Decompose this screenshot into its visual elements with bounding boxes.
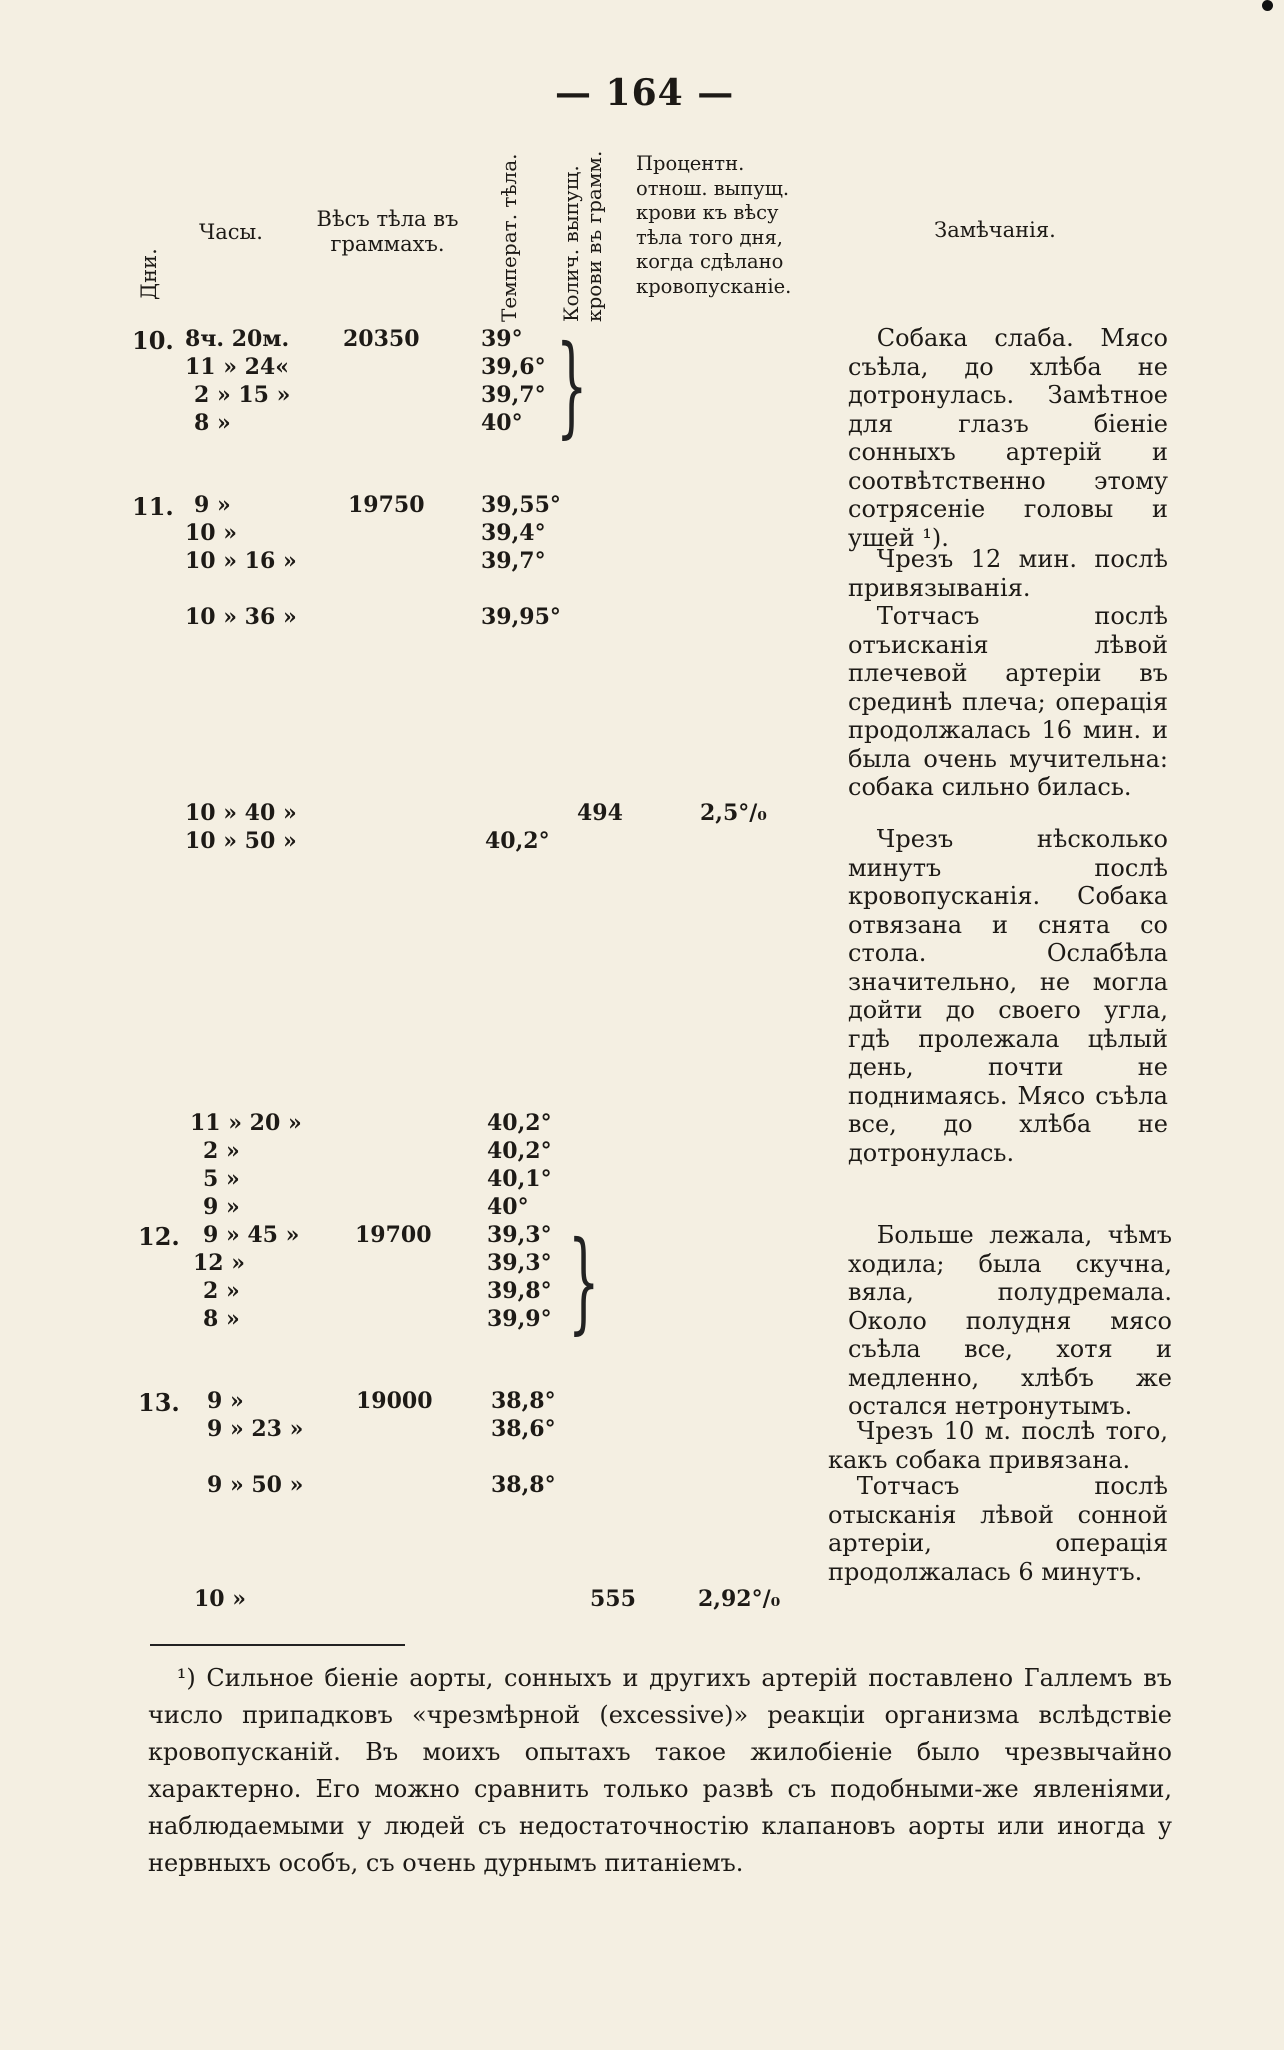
remark-paragraph: Тотчасъ послѣ отъисканія лѣвой плечевой артеріи въ срединѣ плеча; операція продолжалась 16 мин. и была очень мучительна: собака сильно билась. [848,602,1168,801]
time-cell: 10 » [185,520,238,546]
time-cell: 12 » [193,1250,246,1276]
time-cell: 2 » 15 » [194,382,291,408]
time-cell: 10 » 50 » [185,828,297,854]
brace-symbol: } [568,1217,600,1345]
time-cell: 8 » [194,410,231,436]
time-cell: 2 » [203,1138,240,1164]
temp-cell: 38,6° [491,1416,556,1442]
temp-cell: 39,6° [481,354,546,380]
footnote-divider [150,1644,405,1646]
temp-cell: 39,7° [481,382,546,408]
header-blood-qty: Колич. выпущ. крови въ грамм. [559,150,606,322]
remark-paragraph: Чрезъ 12 мин. послѣ привязыванія. [848,545,1168,602]
temp-cell: 39° [481,326,523,352]
header-temp: Температ. тѣла. [497,153,521,322]
day-label: 10. [132,326,174,355]
header-percent: Процентн. отнош. выпущ. крови къ вѣсу тѣла того дня, когда сдѣлано кровопусканіе. [636,152,792,298]
temp-cell: 40,2° [487,1110,552,1136]
temp-cell: 39,8° [487,1278,552,1304]
remark-paragraph: Больше лежала, чѣмъ ходила; была скучна, вяла, полудремала. Около полудня мясо съѣла все, хотя и медленно, хлѣбъ же остался нетронутымъ. [848,1221,1172,1420]
time-cell: 9 » [207,1388,244,1414]
weight-cell: 20350 [343,326,420,352]
weight-cell: 19000 [356,1388,433,1414]
page-number: — 164 — [555,72,735,114]
time-cell: 10 » [194,1586,247,1612]
time-cell: 9 » 23 » [207,1416,304,1442]
time-cell: 8ч. 20м. [185,326,290,352]
time-cell: 11 » 20 » [190,1110,302,1136]
day-label: 11. [132,492,174,521]
time-cell: 9 » 50 » [207,1472,304,1498]
header-hours: Часы. [199,220,263,244]
temp-cell: 40,2° [485,828,550,854]
time-cell: 10 » 40 » [185,800,297,826]
remark-paragraph: Тотчасъ послѣ отысканія лѣвой сонной артеріи, операція продолжалась 6 минутъ. [828,1472,1168,1586]
header-remarks: Замѣчанія. [934,218,1056,242]
temp-cell: 39,7° [481,548,546,574]
weight-cell: 19700 [355,1222,432,1248]
temp-cell: 39,9° [487,1306,552,1332]
temp-cell: 39,3° [487,1222,552,1248]
temp-cell: 40,2° [487,1138,552,1164]
remark-paragraph: Собака слаба. Мясо съѣла, до хлѣба не дотронулась. Замѣтное для глазъ біеніе сонныхъ артерій и соотвѣтственно этому сотрясеніе головы и ушей ¹). [848,324,1168,552]
remark-paragraph: Чрезъ 10 м. послѣ того, какъ собака привязана. [828,1417,1168,1474]
temp-cell: 39,95° [481,604,561,630]
time-cell: 10 » 16 » [185,548,297,574]
temp-cell: 39,3° [487,1250,552,1276]
time-cell: 10 » 36 » [185,604,297,630]
day-label: 13. [138,1388,180,1417]
temp-cell: 38,8° [491,1472,556,1498]
footnote: ¹) Сильное біеніе аорты, сонныхъ и другихъ артерій поставлено Галлемъ въ число припадковъ «чрезмѣрной (excessive)» реакціи организма вслѣдствіе кровопусканій. Въ моихъ опытахъ такое жилобіеніе было чрезвычайно характерно. Его можно сравнить только развѣ съ подобными-же явленіями, наблюдаемыми у людей съ недостаточностію клапановъ аорты или иногда у нервныхъ особъ, съ очень дурнымъ питаніемъ. [148,1664,1172,1877]
blood-cell: 494 [577,800,623,826]
temp-cell: 40,1° [487,1166,552,1192]
remark-paragraph: Чрезъ нѣсколько минутъ послѣ кровопусканія. Собака отвязана и снята со стола. Ослабѣла значительно, не могла дойти до своего угла, гдѣ пролежала цѣлый день, почти не поднимаясь. Мясо съѣла все, до хлѣба не дотронулась. [848,825,1168,1167]
header-day: Дни. [137,248,161,300]
time-cell: 9 » [203,1194,240,1220]
temp-cell: 40° [481,410,523,436]
percent-cell: 2,5°/₀ [700,800,767,826]
ink-dot [1262,0,1273,11]
brace-symbol: } [556,321,588,449]
day-label: 12. [138,1222,180,1251]
time-cell: 2 » [203,1278,240,1304]
time-cell: 9 » [194,492,231,518]
time-cell: 11 » 24« [185,354,290,380]
temp-cell: 38,8° [491,1388,556,1414]
blood-cell: 555 [590,1586,636,1612]
time-cell: 9 » 45 » [203,1222,300,1248]
weight-cell: 19750 [348,492,425,518]
temp-cell: 39,4° [481,520,546,546]
temp-cell: 39,55° [481,492,561,518]
percent-cell: 2,92°/₀ [698,1586,781,1612]
time-cell: 8 » [203,1306,240,1332]
header-weight: Вѣсъ тѣла въ граммахъ. [316,207,459,256]
time-cell: 5 » [203,1166,240,1192]
temp-cell: 40° [487,1194,529,1220]
